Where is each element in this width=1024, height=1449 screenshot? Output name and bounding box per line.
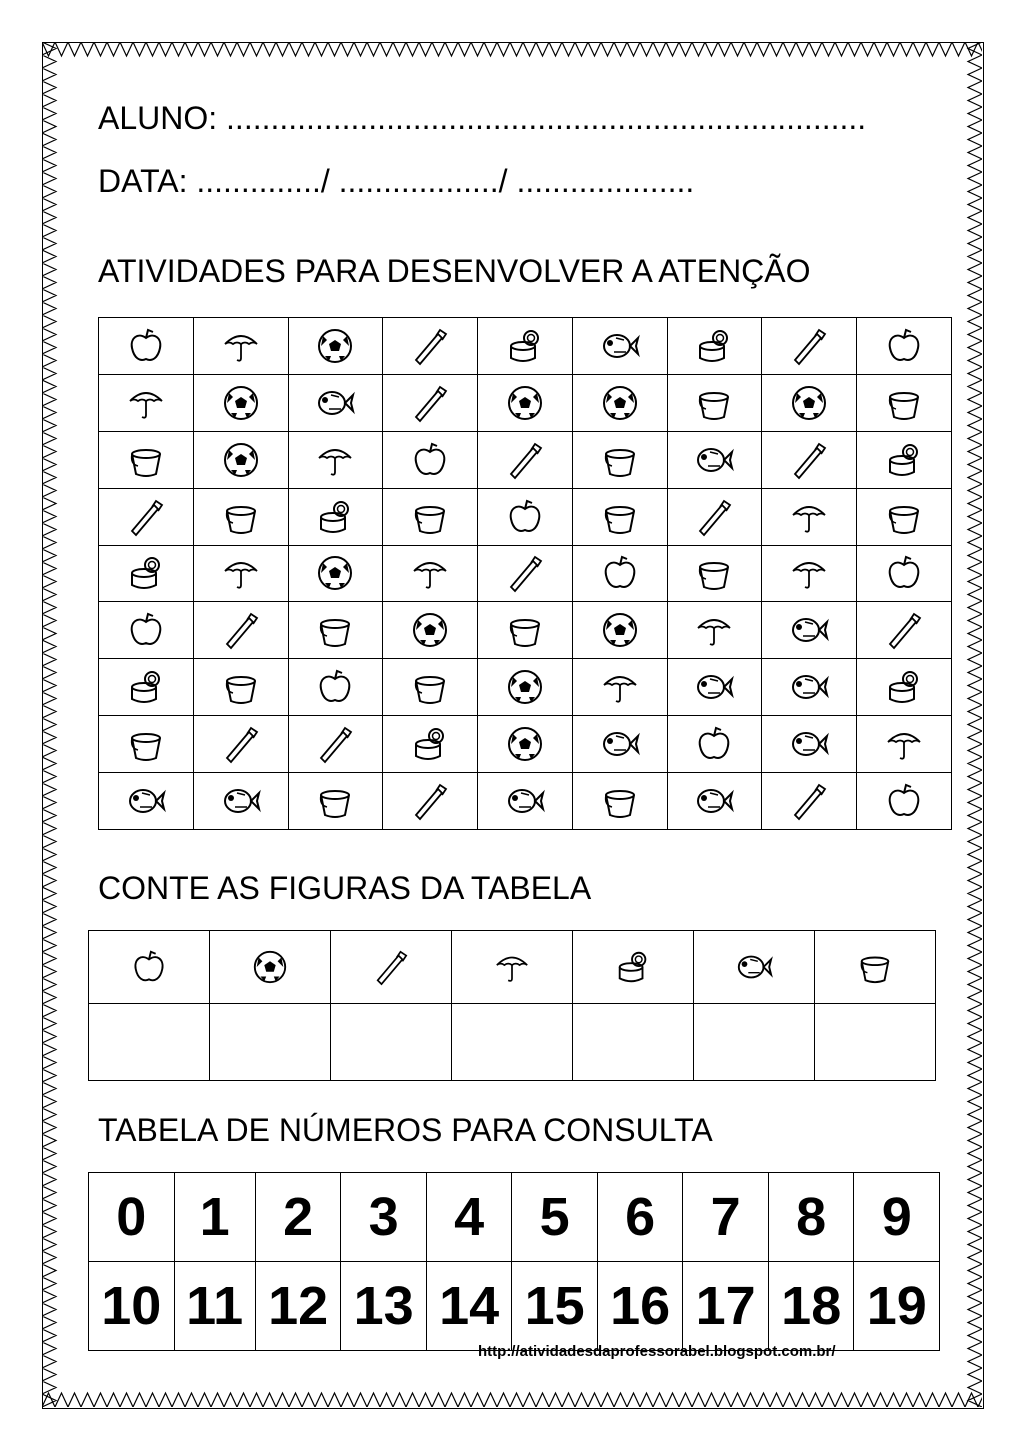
ball-icon	[505, 667, 545, 707]
apple-icon	[694, 724, 734, 764]
fish-icon	[694, 781, 734, 821]
grid-cell[interactable]	[667, 488, 762, 545]
grid-cell[interactable]	[762, 374, 857, 431]
ball-icon	[505, 383, 545, 423]
grid-cell[interactable]	[288, 602, 383, 659]
ball-icon	[315, 326, 355, 366]
bucket-icon	[884, 383, 924, 423]
bucket-icon	[600, 781, 640, 821]
saw-icon	[410, 383, 450, 423]
can-icon	[505, 326, 545, 366]
grid-cell[interactable]	[383, 431, 478, 488]
umbrella-icon	[789, 553, 829, 593]
bucket-icon	[505, 610, 545, 650]
number-cell: 9	[854, 1173, 940, 1262]
saw-icon	[221, 724, 261, 764]
grid-cell[interactable]	[383, 602, 478, 659]
umbrella-icon	[493, 948, 531, 986]
count-table	[88, 930, 936, 1081]
number-cell: 7	[683, 1173, 769, 1262]
grid-cell[interactable]	[288, 488, 383, 545]
grid-cell[interactable]	[288, 545, 383, 602]
grid-cell[interactable]	[383, 545, 478, 602]
grid-row	[99, 318, 952, 375]
ball-icon	[251, 948, 289, 986]
number-cell: 4	[426, 1173, 512, 1262]
grid-cell[interactable]	[193, 488, 288, 545]
count-answer-cell[interactable]	[694, 1004, 815, 1081]
apple-icon	[126, 610, 166, 650]
bucket-icon	[884, 497, 924, 537]
ball-icon	[410, 610, 450, 650]
fish-icon	[735, 948, 773, 986]
saw-icon	[884, 610, 924, 650]
grid-cell[interactable]	[572, 318, 667, 375]
grid-cell[interactable]	[762, 431, 857, 488]
can-icon	[410, 724, 450, 764]
footer-url[interactable]: http://atividadesdaprofessorabel.blogspot.com.br/	[478, 1343, 836, 1360]
grid-cell[interactable]	[762, 318, 857, 375]
bucket-icon	[315, 610, 355, 650]
saw-icon	[126, 497, 166, 537]
grid-cell[interactable]	[857, 716, 952, 773]
grid-cell[interactable]	[99, 374, 194, 431]
grid-cell[interactable]	[762, 488, 857, 545]
fish-icon	[505, 781, 545, 821]
grid-cell[interactable]	[572, 488, 667, 545]
grid-cell[interactable]	[383, 318, 478, 375]
number-cell: 3	[341, 1173, 427, 1262]
zigzag-border-left	[42, 42, 62, 1407]
grid-cell[interactable]	[478, 431, 573, 488]
can-icon	[694, 326, 734, 366]
number-cell: 18	[768, 1262, 854, 1351]
number-cell: 19	[854, 1262, 940, 1351]
data-field[interactable]: DATA: ............../ ................../ ....................	[98, 163, 695, 199]
bucket-icon	[694, 383, 734, 423]
umbrella-icon	[789, 497, 829, 537]
grid-cell[interactable]	[99, 773, 194, 830]
ball-icon	[221, 440, 261, 480]
count-answer-cell[interactable]	[89, 1004, 210, 1081]
grid-cell[interactable]	[193, 659, 288, 716]
number-cell: 1	[174, 1173, 255, 1262]
grid-cell[interactable]	[762, 716, 857, 773]
saw-icon	[505, 440, 545, 480]
grid-cell[interactable]	[99, 488, 194, 545]
number-cell: 0	[89, 1173, 175, 1262]
grid-cell[interactable]	[857, 659, 952, 716]
number-cell: 14	[426, 1262, 512, 1351]
grid-cell[interactable]	[478, 318, 573, 375]
bucket-icon	[410, 667, 450, 707]
fish-icon	[600, 724, 640, 764]
can-icon	[315, 497, 355, 537]
count-icon-cell	[89, 931, 210, 1004]
count-answer-cell[interactable]	[815, 1004, 936, 1081]
ball-icon	[600, 383, 640, 423]
grid-cell[interactable]	[99, 318, 194, 375]
apple-icon	[884, 326, 924, 366]
grid-cell[interactable]	[478, 374, 573, 431]
grid-cell[interactable]	[667, 716, 762, 773]
grid-cell[interactable]	[572, 716, 667, 773]
saw-icon	[505, 553, 545, 593]
fish-icon	[789, 724, 829, 764]
grid-cell[interactable]	[667, 374, 762, 431]
zigzag-border-top	[42, 42, 982, 62]
saw-icon	[789, 440, 829, 480]
apple-icon	[126, 326, 166, 366]
grid-cell[interactable]	[762, 659, 857, 716]
page-title: ATIVIDADES PARA DESENVOLVER A ATENÇÃO	[98, 253, 811, 289]
grid-cell[interactable]	[383, 659, 478, 716]
bucket-icon	[221, 497, 261, 537]
grid-cell[interactable]	[857, 773, 952, 830]
number-cell: 8	[768, 1173, 854, 1262]
apple-icon	[315, 667, 355, 707]
count-icon-cell	[573, 931, 694, 1004]
grid-row	[99, 773, 952, 830]
umbrella-icon	[884, 724, 924, 764]
grid-cell[interactable]	[857, 488, 952, 545]
umbrella-icon	[126, 383, 166, 423]
grid-cell[interactable]	[99, 545, 194, 602]
umbrella-icon	[694, 610, 734, 650]
grid-cell[interactable]	[288, 431, 383, 488]
saw-icon	[315, 724, 355, 764]
bucket-icon	[221, 667, 261, 707]
number-cell: 6	[597, 1173, 683, 1262]
grid-row	[99, 545, 952, 602]
ball-icon	[315, 553, 355, 593]
aluno-field[interactable]: ALUNO: ........................................................................	[98, 100, 867, 136]
saw-icon	[410, 781, 450, 821]
grid-cell[interactable]	[667, 659, 762, 716]
grid-cell[interactable]	[857, 602, 952, 659]
can-icon	[126, 667, 166, 707]
count-answer-cell[interactable]	[573, 1004, 694, 1081]
bucket-icon	[315, 781, 355, 821]
grid-cell[interactable]	[383, 488, 478, 545]
grid-cell[interactable]	[383, 374, 478, 431]
ball-icon	[600, 610, 640, 650]
umbrella-icon	[221, 326, 261, 366]
grid-cell[interactable]	[193, 374, 288, 431]
count-heading: CONTE AS FIGURAS DA TABELA	[98, 870, 592, 906]
ball-icon	[789, 383, 829, 423]
attention-grid	[98, 317, 952, 830]
grid-cell[interactable]	[667, 545, 762, 602]
ball-icon	[221, 383, 261, 423]
saw-icon	[221, 610, 261, 650]
number-cell: 16	[597, 1262, 683, 1351]
grid-cell[interactable]	[478, 545, 573, 602]
count-answer-cell[interactable]	[331, 1004, 452, 1081]
saw-icon	[694, 497, 734, 537]
number-cell: 13	[341, 1262, 427, 1351]
grid-cell[interactable]	[478, 488, 573, 545]
count-icon-cell	[815, 931, 936, 1004]
grid-cell[interactable]	[478, 659, 573, 716]
fish-icon	[694, 667, 734, 707]
apple-icon	[130, 948, 168, 986]
numbers-heading: TABELA DE NÚMEROS PARA CONSULTA	[98, 1112, 713, 1148]
grid-row	[99, 488, 952, 545]
number-cell: 12	[255, 1262, 341, 1351]
count-icon-cell	[694, 931, 815, 1004]
grid-cell[interactable]	[572, 545, 667, 602]
grid-cell[interactable]	[288, 773, 383, 830]
grid-row	[99, 716, 952, 773]
grid-cell[interactable]	[572, 374, 667, 431]
fish-icon	[600, 326, 640, 366]
can-icon	[884, 667, 924, 707]
saw-icon	[789, 326, 829, 366]
grid-cell[interactable]	[99, 659, 194, 716]
bucket-icon	[600, 497, 640, 537]
can-icon	[614, 948, 652, 986]
zigzag-border-right	[962, 42, 982, 1407]
bucket-icon	[856, 948, 894, 986]
number-cell: 5	[512, 1173, 598, 1262]
grid-cell[interactable]	[667, 431, 762, 488]
grid-row	[99, 659, 952, 716]
grid-row	[99, 431, 952, 488]
grid-cell[interactable]	[762, 545, 857, 602]
umbrella-icon	[600, 667, 640, 707]
bucket-icon	[600, 440, 640, 480]
grid-cell[interactable]	[857, 431, 952, 488]
fish-icon	[126, 781, 166, 821]
grid-cell[interactable]	[193, 318, 288, 375]
grid-row	[99, 374, 952, 431]
grid-row	[99, 602, 952, 659]
count-icon-cell	[210, 931, 331, 1004]
saw-icon	[410, 326, 450, 366]
number-cell: 17	[683, 1262, 769, 1351]
bucket-icon	[410, 497, 450, 537]
umbrella-icon	[315, 440, 355, 480]
grid-cell[interactable]	[193, 602, 288, 659]
umbrella-icon	[410, 553, 450, 593]
grid-cell[interactable]	[99, 431, 194, 488]
grid-cell[interactable]	[572, 602, 667, 659]
saw-icon	[372, 948, 410, 986]
count-icon-cell	[331, 931, 452, 1004]
grid-cell[interactable]	[667, 773, 762, 830]
can-icon	[884, 440, 924, 480]
number-cell: 11	[174, 1262, 255, 1351]
number-cell: 2	[255, 1173, 341, 1262]
count-icon-cell	[452, 931, 573, 1004]
ball-icon	[505, 724, 545, 764]
bucket-icon	[694, 553, 734, 593]
grid-cell[interactable]	[383, 716, 478, 773]
grid-cell[interactable]	[762, 602, 857, 659]
zigzag-border-bottom	[42, 1387, 982, 1407]
grid-cell[interactable]	[288, 659, 383, 716]
grid-cell[interactable]	[667, 602, 762, 659]
grid-cell[interactable]	[288, 374, 383, 431]
grid-cell[interactable]	[288, 716, 383, 773]
count-answer-cell[interactable]	[452, 1004, 573, 1081]
grid-cell[interactable]	[193, 431, 288, 488]
number-cell: 10	[89, 1262, 175, 1351]
apple-icon	[884, 781, 924, 821]
grid-cell[interactable]	[572, 431, 667, 488]
grid-cell[interactable]	[572, 659, 667, 716]
bucket-icon	[126, 440, 166, 480]
fish-icon	[694, 440, 734, 480]
grid-cell[interactable]	[857, 545, 952, 602]
saw-icon	[789, 781, 829, 821]
apple-icon	[884, 553, 924, 593]
grid-cell[interactable]	[478, 602, 573, 659]
grid-cell[interactable]	[478, 773, 573, 830]
umbrella-icon	[221, 553, 261, 593]
grid-cell[interactable]	[193, 545, 288, 602]
apple-icon	[600, 553, 640, 593]
grid-cell[interactable]	[478, 716, 573, 773]
grid-cell[interactable]	[193, 773, 288, 830]
grid-cell[interactable]	[99, 602, 194, 659]
grid-cell[interactable]	[667, 318, 762, 375]
fish-icon	[221, 781, 261, 821]
grid-cell[interactable]	[193, 716, 288, 773]
grid-cell[interactable]	[762, 773, 857, 830]
bucket-icon	[126, 724, 166, 764]
grid-cell[interactable]	[857, 318, 952, 375]
fish-icon	[315, 383, 355, 423]
apple-icon	[410, 440, 450, 480]
grid-cell[interactable]	[572, 773, 667, 830]
numbers-table	[88, 1172, 940, 1351]
grid-cell[interactable]	[383, 773, 478, 830]
grid-cell[interactable]	[288, 318, 383, 375]
fish-icon	[789, 610, 829, 650]
fish-icon	[789, 667, 829, 707]
grid-cell[interactable]	[99, 716, 194, 773]
grid-cell[interactable]	[857, 374, 952, 431]
can-icon	[126, 553, 166, 593]
number-cell: 15	[512, 1262, 598, 1351]
count-answer-cell[interactable]	[210, 1004, 331, 1081]
apple-icon	[505, 497, 545, 537]
